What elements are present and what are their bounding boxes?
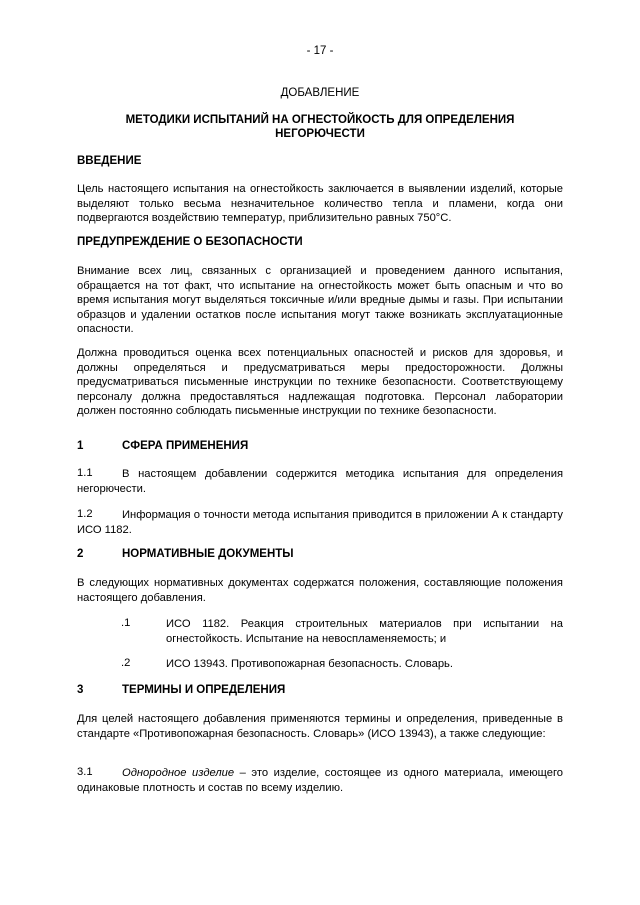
section-2-heading: НОРМАТИВНЫЕ ДОКУМЕНТЫ [122, 548, 294, 560]
section-2-intro: В следующих нормативных документах содержатся положения, составляющие положения настоящего добавления. [77, 577, 563, 604]
item-1-2-text: Информация о точности метода испытания приводится в приложении А к стандарту ИСО 1182. [77, 509, 563, 536]
section-2-number: 2 [77, 548, 84, 560]
definition-3-1 [77, 766, 563, 795]
page-title: ДОБАВЛЕНИЕ [280, 87, 360, 99]
item-1-1-number: 1.1 [77, 467, 93, 479]
section-1-number: 1 [77, 440, 84, 452]
reference-2-number: .2 [121, 657, 131, 669]
intro-paragraph: Цель настоящего испытания на огнестойкость заключается в выявлении изделий, которые выделяют только весьма незначительное количество тепла и пламени, когда они подвергаются воздействию температур, приблизительно равных 750°C. [77, 183, 563, 225]
definition-3-1-term: Однородное изделие [122, 767, 235, 779]
intro-heading: ВВЕДЕНИЕ [77, 155, 142, 167]
section-3-heading: ТЕРМИНЫ И ОПРЕДЕЛЕНИЯ [122, 684, 286, 696]
document-subtitle: МЕТОДИКИ ИСПЫТАНИЙ НА ОГНЕСТОЙКОСТЬ ДЛЯ ОПРЕДЕЛЕНИЯ НЕГОРЮЧЕСТИ [125, 114, 515, 140]
reference-2-text: ИСО 13943. Противопожарная безопасность. Словарь. [166, 658, 453, 670]
page-number: - 17 - [306, 45, 334, 57]
warning-paragraph-1: Внимание всех лиц, связанных с организацией и проведением данного испытания, обращается на тот факт, что испытание на огнестойкость может быть опасным и что во время испытания могут выделяться токсичные и/или вредные дымы и газы. При испытании образцов и удалении остатков после испытания могут также возникать эксплуатационные опасности. [77, 265, 563, 336]
reference-1-text: ИСО 1182. Реакция строительных материалов при испытании на огнестойкость. Испытание на невоспламеняемость; и [166, 618, 563, 645]
item-1-2-number: 1.2 [77, 508, 93, 520]
section-1-heading: СФЕРА ПРИМЕНЕНИЯ [122, 440, 249, 452]
reference-1-number: .1 [121, 617, 131, 629]
section-3-intro: Для целей настоящего добавления применяются термины и определения, приведенные в стандарте «Противопожарная безопасность. Словарь» (ИСО 13943), а также следующие: [77, 713, 563, 740]
item-1-1-text: В настоящем добавлении содержится методика испытания для определения негорючести. [77, 468, 563, 495]
definition-3-1-text: – это изделие, состоящее из одного материала, имеющего одинаковые плотность и состав по всему изделию. [77, 767, 563, 794]
warning-heading: ПРЕДУПРЕЖДЕНИЕ О БЕЗОПАСНОСТИ [77, 236, 303, 248]
warning-paragraph-2: Должна проводиться оценка всех потенциальных опасностей и рисков для здоровья, и должны определяться и предусматриваться меры предосторожности. Должны предусматриваться письменные инструкции по технике безопасности. Соответствующему персоналу должна предоставляться надлежащая подготовка. Персонал лаборатории должен постоянно соблюдать письменные инструкции по технике безопасности. [77, 347, 563, 418]
section-3-number: 3 [77, 684, 84, 696]
definition-3-1-number: 3.1 [77, 766, 93, 778]
